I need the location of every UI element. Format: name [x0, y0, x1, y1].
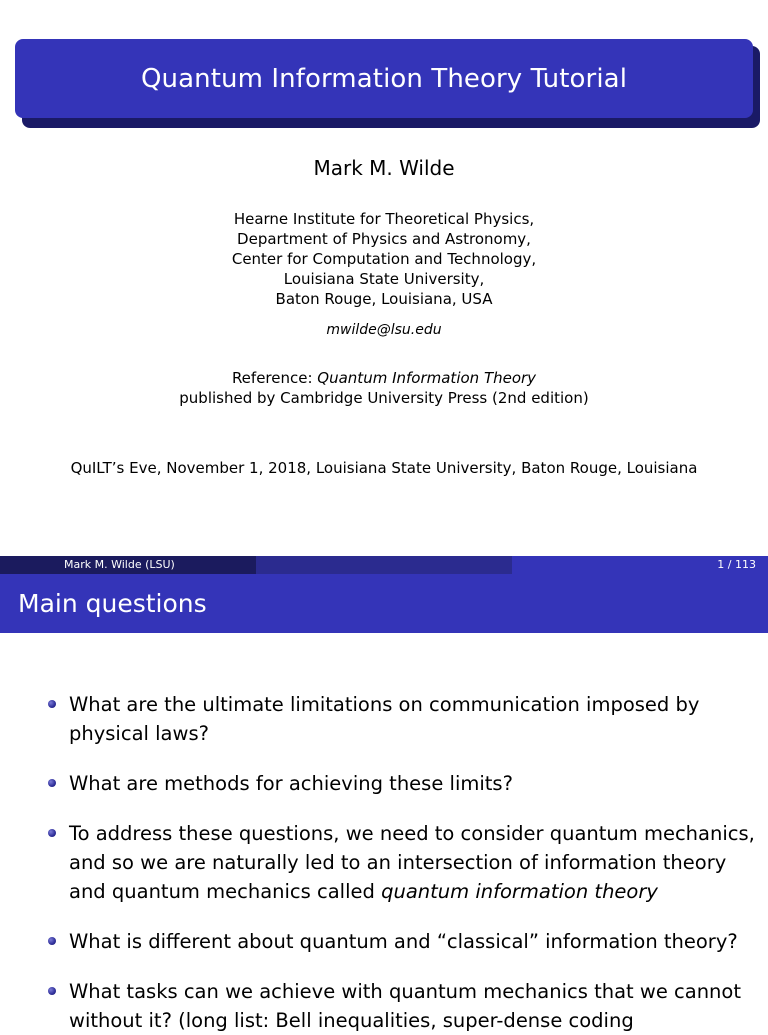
presentation-title: Quantum Information Theory Tutorial: [140, 63, 628, 94]
bullet-text: What are the ultimate limitations on communication imposed by physical laws?: [69, 693, 700, 745]
bullet-text: What is different about quantum and “classical” information theory?: [69, 930, 738, 953]
bullet-text: To address these questions, we need to consider quantum mechanics, and so we are naturally led to an intersection of information theory and quantum mechanics called: [69, 822, 755, 903]
reference-block: [0, 368, 768, 408]
author-name: Mark M. Wilde: [313, 156, 455, 180]
affiliation-line: Center for Computation and Technology,: [231, 250, 537, 268]
footer-page-number: 1 / 113: [512, 556, 768, 574]
bullet-text: What are methods for achieving these limits?: [69, 772, 513, 795]
affiliation-line: Baton Rouge, Louisiana, USA: [275, 290, 493, 308]
emphasized-term: quantum information theory: [381, 880, 658, 903]
bullet-icon: [48, 987, 56, 995]
bullet-icon: [48, 700, 56, 708]
bullet-icon: [48, 779, 56, 787]
footer-author: Mark M. Wilde (LSU): [0, 556, 256, 574]
affiliation-line: Hearne Institute for Theoretical Physics,: [233, 210, 535, 228]
frame-title: Main questions: [18, 589, 207, 618]
slide-footer: [0, 556, 768, 574]
title-box: [15, 39, 753, 118]
reference-publisher: published by Cambridge University Press (2nd edition): [179, 389, 589, 407]
reference-prefix: Reference:: [231, 369, 318, 387]
affiliation-block: [0, 209, 768, 309]
affiliation-line: Louisiana State University,: [283, 270, 485, 288]
reference-title: Quantum Information Theory: [317, 369, 537, 387]
bullet-icon: [48, 937, 56, 945]
event-date-line: QuILT’s Eve, November 1, 2018, Louisiana State University, Baton Rouge, Louisiana: [70, 459, 698, 477]
bullet-icon: [48, 829, 56, 837]
affiliation-line: Department of Physics and Astronomy,: [237, 230, 531, 248]
author-email: mwilde@lsu.edu: [326, 322, 442, 338]
bullet-text-with-emphasis: [69, 819, 759, 906]
footer-middle-segment: [256, 556, 512, 574]
frame-title-bar: [0, 574, 768, 633]
bullet-text: What tasks can we achieve with quantum mechanics that we cannot without it? (long list: Bell inequalities, super-dense coding: [69, 980, 741, 1032]
